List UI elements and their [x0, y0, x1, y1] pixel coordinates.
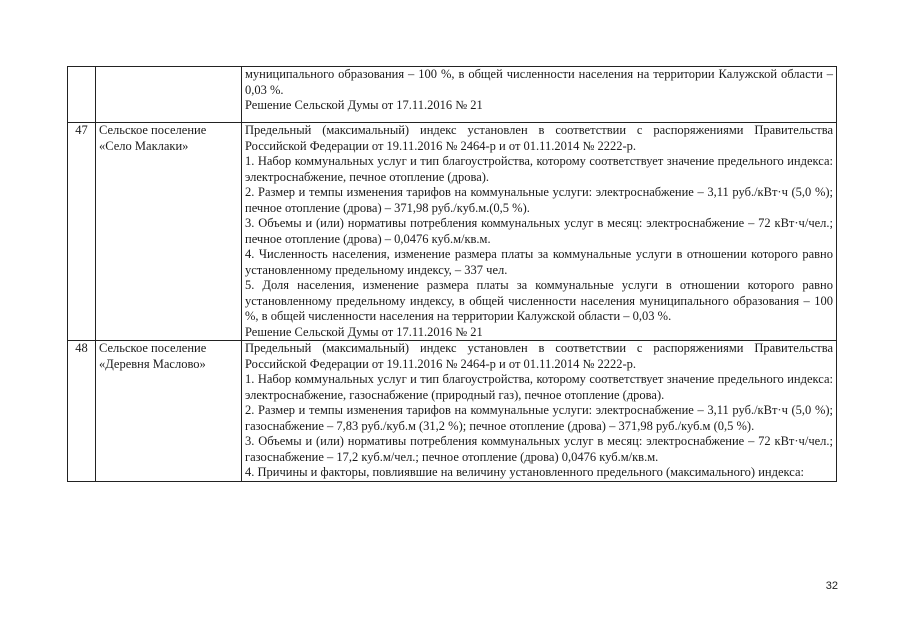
settlement-name-line: «Деревня Маслово»	[99, 356, 206, 371]
index-description-cell	[242, 123, 837, 341]
row-number-cell: 47	[68, 123, 96, 341]
index-description-cell	[242, 67, 837, 123]
paragraph: 5. Доля населения, изменение размера платы за коммунальные услуги в отношении которого равно установленному предельному индексу, в общей численности населения муниципального образования – 100 %, в общей численности населения на территории Калужской области – 0,03 %.	[245, 278, 833, 323]
settlement-name-line: «Село Маклаки»	[99, 138, 189, 153]
paragraph: 2. Размер и темпы изменения тарифов на коммунальные услуги: электроснабжение – 3,11 руб./кВт·ч (5,0 %); газоснабжение – 7,83 руб./куб.м (31,2 %); печное отопление (дрова) – 371,98 руб./куб.м (0,5 %).	[245, 403, 833, 433]
tariff-table	[67, 66, 837, 482]
settlement-name-cell	[96, 123, 242, 341]
table-row	[68, 67, 837, 123]
table-row	[68, 341, 837, 482]
paragraph: 1. Набор коммунальных услуг и тип благоустройства, которому соответствует значение предельного индекса: электроснабжение, газоснабжение (природный газ), печное отопление (дрова).	[245, 372, 833, 402]
paragraph: 4. Причины и факторы, повлиявшие на величину установленного предельного (максимального) индекса:	[245, 465, 804, 479]
paragraph: 4. Численность населения, изменение размера платы за коммунальные услуги в отношении которого равно установленному предельному индексу, – 337 чел.	[245, 247, 833, 277]
paragraph: 2. Размер и темпы изменения тарифов на коммунальные услуги: электроснабжение – 3,11 руб./кВт·ч (5,0 %); печное отопление (дрова) – 371,98 руб./куб.м.(0,5 %).	[245, 185, 833, 215]
settlement-name-line: Сельское поселение	[99, 123, 207, 137]
paragraph: муниципального образования – 100 %, в общей численности населения на территории Калужской области – 0,03 %.	[245, 67, 833, 97]
paragraph: 3. Объемы и (или) нормативы потребления коммунальных услуг в месяц: электроснабжение – 72 кВт·ч/чел.; газоснабжение – 17,2 куб.м/чел.; печное отопление (дрова) 0,0476 куб.м/кв.м.	[245, 434, 833, 464]
index-description-cell	[242, 341, 837, 482]
page-number: 32	[825, 580, 838, 592]
settlement-name-cell	[96, 341, 242, 482]
paragraph: Решение Сельской Думы от 17.11.2016 № 21	[245, 324, 483, 339]
settlement-name-line: Сельское поселение	[99, 341, 207, 355]
paragraph: Предельный (максимальный) индекс установлен в соответствии с распоряжениями Правительства Российской Федерации от 19.11.2016 № 2464-р и от 01.11.2014 № 2222-р.	[245, 341, 833, 371]
paragraph: Решение Сельской Думы от 17.11.2016 № 21	[245, 98, 483, 112]
row-number-cell	[68, 67, 96, 123]
row-number-cell: 48	[68, 341, 96, 482]
paragraph: Предельный (максимальный) индекс установлен в соответствии с распоряжениями Правительства Российской Федерации от 19.11.2016 № 2464-р и от 01.11.2014 № 2222-р.	[245, 123, 833, 153]
settlement-name-cell	[96, 67, 242, 123]
table-row	[68, 123, 837, 341]
paragraph: 3. Объемы и (или) нормативы потребления коммунальных услуг в месяц: электроснабжение – 72 кВт·ч/чел.; печное отопление (дрова) – 0,0476 куб.м/кв.м.	[245, 216, 833, 246]
paragraph: 1. Набор коммунальных услуг и тип благоустройства, которому соответствует значение предельного индекса: электроснабжение, печное отопление (дрова).	[245, 154, 833, 184]
